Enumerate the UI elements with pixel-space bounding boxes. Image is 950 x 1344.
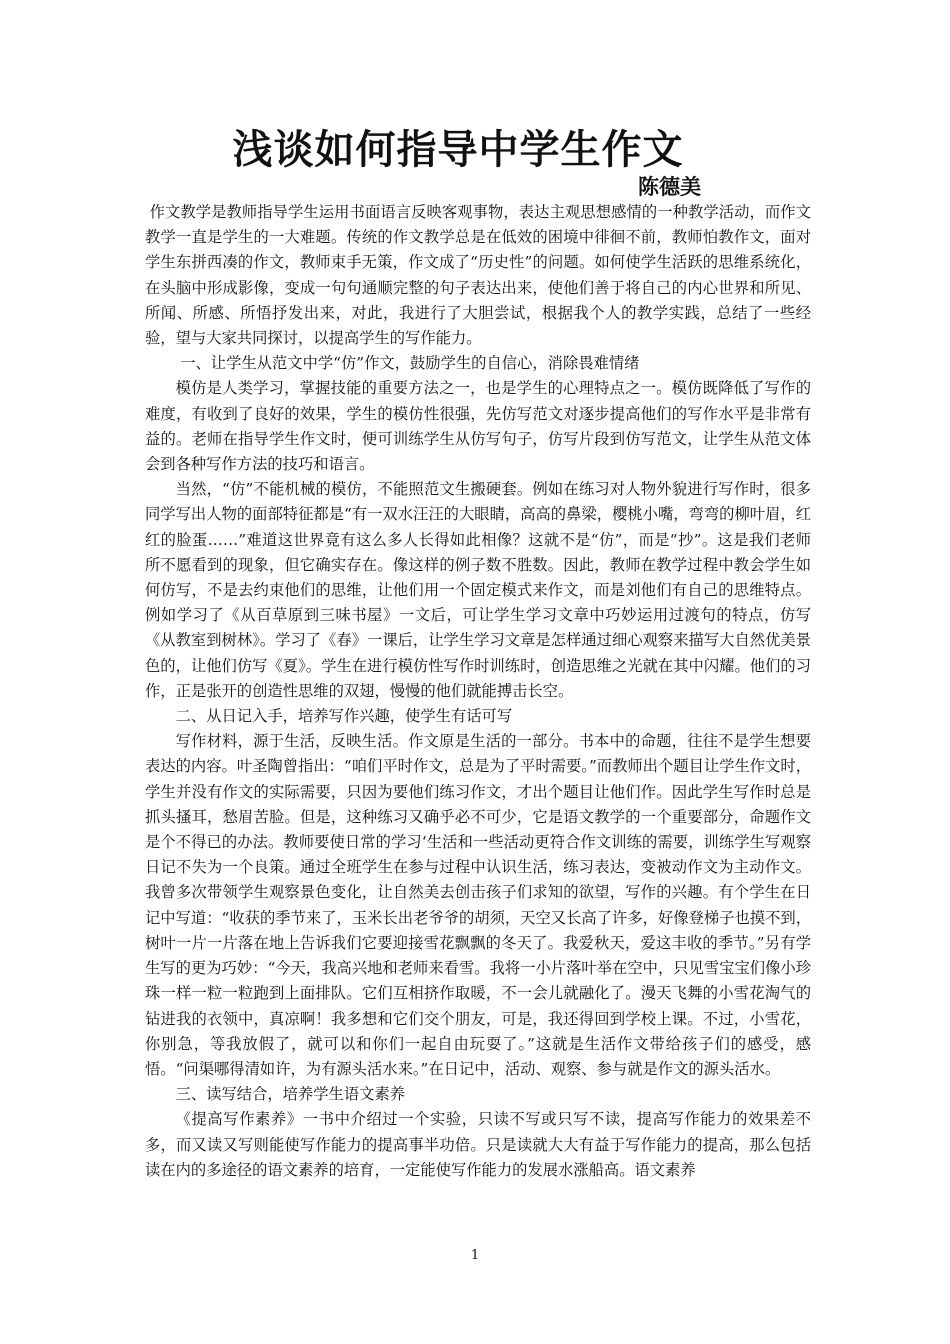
paragraph-intro: 作文教学是教师指导学生运用书面语言反映客观事物，表达主观思想感情的一种教学活动，而作文教学一直是学生的一大难题。传统的作文教学总是在低效的困境中徘徊不前，教师怕教作文，面对学生东拼西凑的作文，教师束手无策，作文成了“历史性”的问题。如何使学生活跃的思维系统化，在头脑中形成影像，变成一句句通顺完整的句子表达出来，使他们善于将自己的内心世界和所见、所闻、所感、所悟抒发出来，对此，我进行了大胆尝试，根据我个人的教学实践，总结了一些经验，望与大家共同探讨，以提高学生的写作能力。 (145, 203, 811, 348)
section-heading-1: 一、让学生从范文中学“仿”作文，鼓励学生的自信心，消除畏难情绪 (180, 354, 640, 373)
paragraph: 当然，“仿”不能机械的模仿，不能照范文生搬硬套。例如在练习对人物外貌进行写作时，很多同学写出人物的面部特征都是“有一双水汪汪的大眼睛，高高的鼻梁，樱桃小嘴，弯弯的柳叶眉，红红的脸蛋……”难道这世界竟有这么多人长得如此相像？这就不是“仿”，而是“抄”。这是我们老师所不愿看到的现象，但它确实存在。像这样的例子数不胜数。因此，教师在教学过程中教会学生如何仿写，不是去约束他们的思维，让他们用一个固定模式来作文，而是刘他们有自己的思维特点。例如学习了《从百草原到三味书屋》一文后，可让学生学习文章中巧妙运用过渡句的特点，仿写《从教室到树林》。学习了《春》一课后，让学生学习文章是怎样通过细心观察来描写大自然优美景色的，让他们仿写《夏》。学生在进行模仿性写作时训练时，创造思维之光就在其中闪耀。他们的习作，正是张开的创造性思维的双翅，慢慢的他们就能搏击长空。 (145, 480, 811, 700)
paragraph: 《提高写作素养》一书中介绍过一个实验，只读不写或只写不读，提高写作能力的效果差不多，而又读又写则能使写作能力的提高事半功倍。只是读就大大有益于写作能力的提高，那么包括读在内的多途径的语文素养的培育，一定能使写作能力的发展水涨船高。语文素养 (145, 1110, 811, 1179)
paragraph: 模仿是人类学习，掌握技能的重要方法之一，也是学生的心理特点之一。模仿既降低了写作的难度，有收到了良好的效果，学生的模仿性很强，先仿写范文对逐步提高他们的写作水平是非常有益的。老师在指导学生作文时，便可训练学生从仿写句子，仿写片段到仿写范文，让学生从范文体会到各种写作方法的技巧和语言。 (145, 379, 811, 474)
author-name: 陈德美 (638, 175, 701, 199)
section-heading-2: 二、从日记入手，培养写作兴趣，使学生有话可写 (175, 707, 513, 726)
section-heading-3: 三、读写结合，培养学生语文素养 (175, 1085, 406, 1104)
page-number: 1 (470, 1248, 480, 1263)
paragraph: 写作材料，源于生活，反映生活。作文原是生活的一部分。书本中的命题，往往不是学生想要表达的内容。叶圣陶曾指出：“咱们平时作文，总是为了平时需要。”而教师出个题目让学生作文时，学生并没有作文的实际需要，只因为要他们练习作文，才出个题目让他们作。因此学生写作时总是抓头搔耳，愁眉苦脸。但是，这种练习又确乎必不可少，它是语文教学的一个重要部分，命题作文是个不得已的办法。教师要使日常的学习‘生活和一些活动更符合作文训练的需要，训练学生写观察日记不失为一个良策。通过全班学生在参与过程中认识生活，练习表达，变被动作文为主动作文。我曾多次带领学生观察景色变化，让自然美去创击孩子们求知的欲望，写作的兴趣。有个学生在日记中写道：“收获的季节来了，玉米长出老爷爷的胡须，天空又长高了许多，好像登梯子也摸不到，树叶一片一片落在地上告诉我们它要迎接雪花飘飘的冬天了。我爱秋天，爱这丰收的季节。”另有学生写的更为巧妙：“今天，我高兴地和老师来看雪。我将一小片落叶举在空中，只见雪宝宝们像小珍珠一样一粒一粒跑到上面排队。它们互相挤作取暖，不一会儿就融化了。漫天飞舞的小雪花淘气的钻进我的衣领中，真凉啊！我多想和它们交个朋友，可是，我还得回到学校上课。不过，小雪花，你别急，等我放假了，就可以和你们一起自由玩耍了。”这就是生活作文带给孩子们的感受，感悟。“问渠哪得清如许，为有源头活水来。”在日记中，活动、观察、参与就是作文的源头活水。 (145, 732, 811, 1078)
document-title: 浅谈如何指导中学生作文 (232, 127, 684, 173)
document-body (145, 200, 811, 1183)
